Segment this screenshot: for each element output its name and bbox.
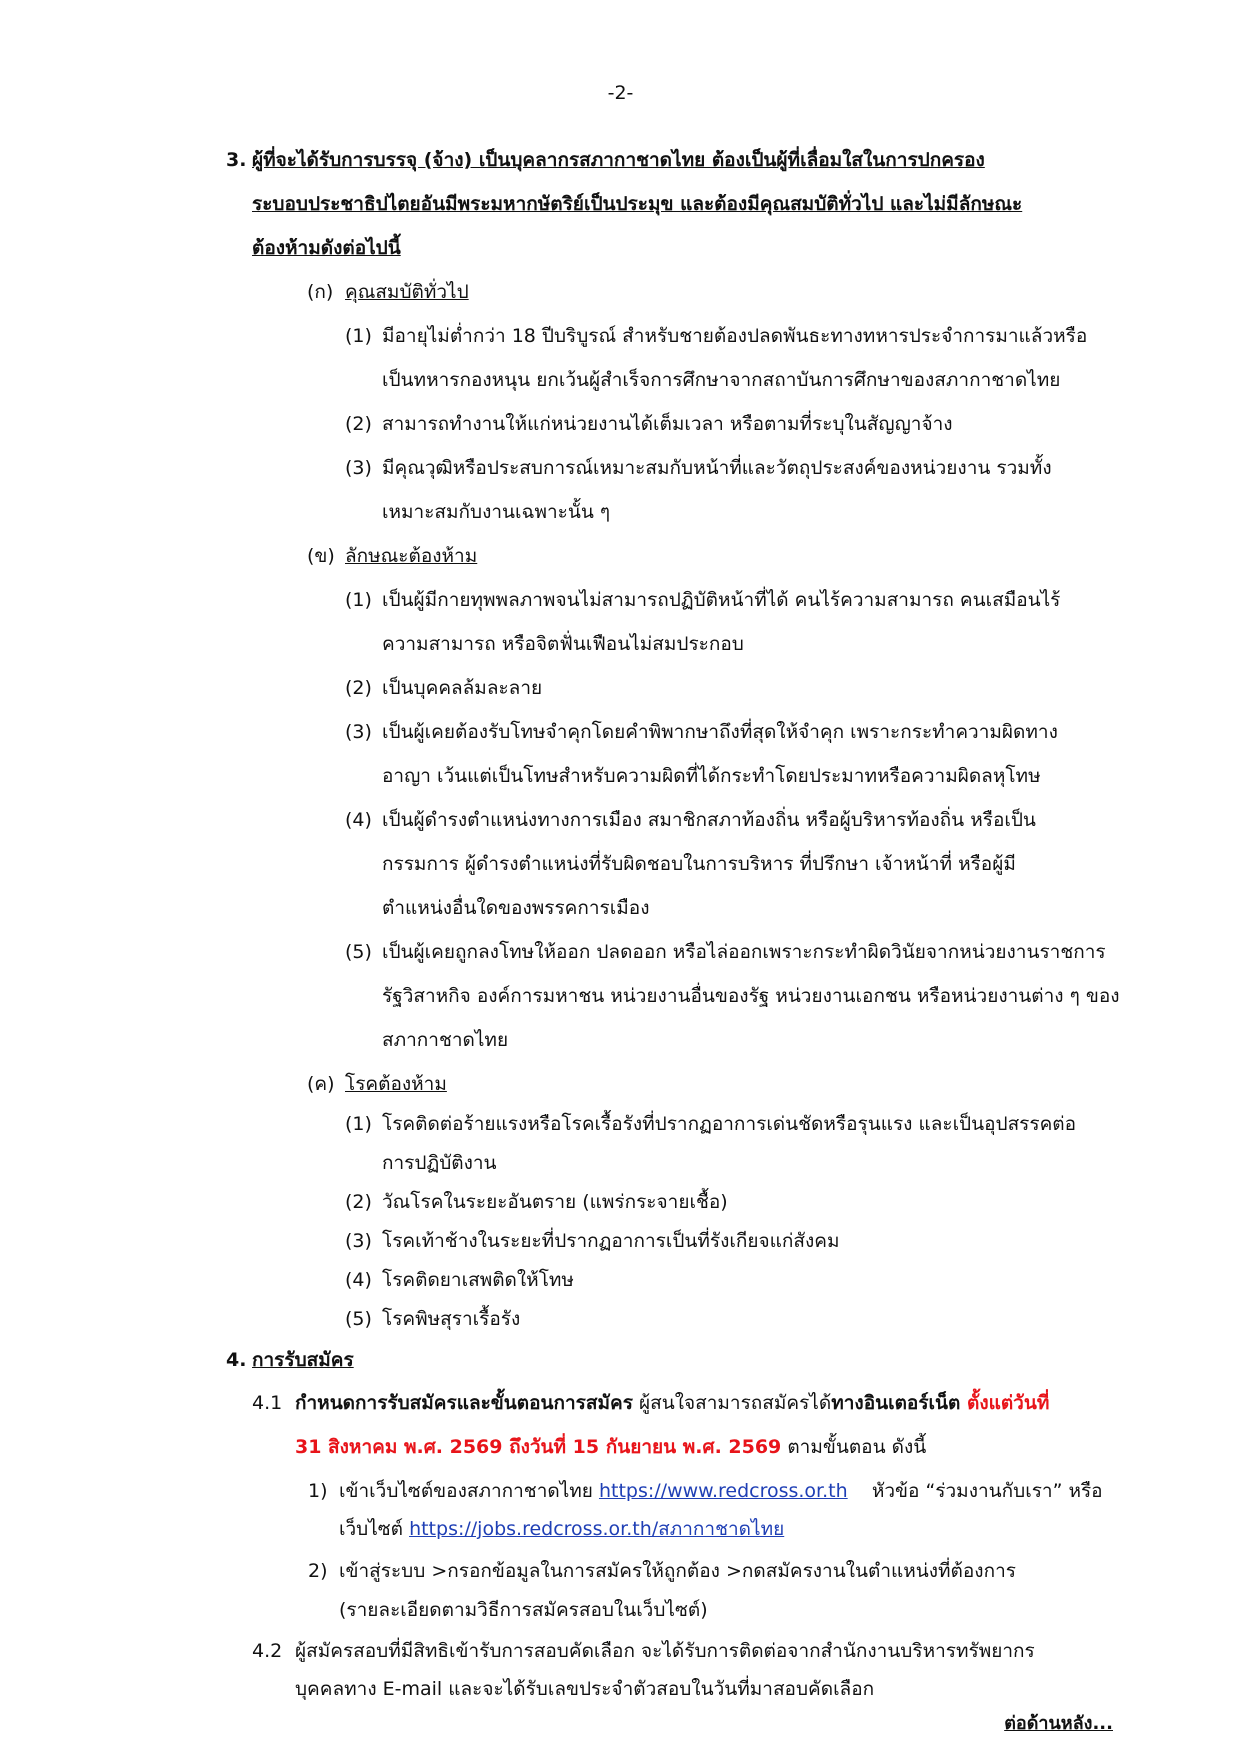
b-item-3-line-2: อาญา เว้นแต่เป็นโทษสำหรับความผิดที่ได้กระทำโดยประมาทหรือความผิดลหุโทษ	[382, 765, 1041, 787]
section3-number: 3.	[226, 149, 247, 171]
s41-line-1	[295, 1389, 1049, 1417]
subsection-b-marker: (ข)	[307, 545, 335, 567]
a-item-1-line-1: มีอายุไม่ต่ำกว่า 18 ปีบริบูรณ์ สำหรับชายต้องปลดพันธะทางทหารประจำการมาแล้วหรือ	[382, 325, 1088, 347]
b-item-1-line-1: เป็นผู้มีกายทุพพลภาพจนไม่สามารถปฏิบัติหน้าที่ได้ คนไร้ความสามารถ คนเสมือนไร้	[382, 589, 1061, 611]
c-item-1-num: (1)	[345, 1113, 372, 1135]
section4-number: 4.	[226, 1349, 247, 1371]
b-item-2-num: (2)	[345, 677, 372, 699]
s41-line-2	[295, 1433, 926, 1461]
s41-step-1-line2-pre: เว็บไซต์	[339, 1518, 410, 1540]
c-item-3-num: (3)	[345, 1230, 372, 1252]
a-item-2-num: (2)	[345, 413, 372, 435]
b-item-3-num: (3)	[345, 721, 372, 743]
subsection-c-marker: (ค)	[307, 1073, 335, 1095]
section3-heading-line-2: ระบอบประชาธิปไตยอันมีพระมหากษัตริย์เป็นประมุข และต้องมีคุณสมบัติทั่วไป และไม่มีลักษณะ	[252, 193, 1023, 215]
s41-step-1-line-1	[339, 1477, 1103, 1505]
jobs-website-link[interactable]: https://jobs.redcross.or.th/สภากาชาดไทย	[409, 1518, 785, 1540]
section3-heading-line-1: ผู้ที่จะได้รับการบรรจุ (จ้าง) เป็นบุคลากรสภากาชาดไทย ต้องเป็นผู้ที่เลื่อมใสในการปกครอง	[252, 149, 985, 171]
c-item-2-line-1: วัณโรคในระยะอันตราย (แพร่กระจายเชื้อ)	[382, 1191, 728, 1213]
c-item-1-line-2: การปฏิบัติงาน	[382, 1152, 497, 1174]
s41-text-b: ตามขั้นตอน ดังนี้	[781, 1436, 927, 1458]
a-item-2-line-1: สามารถทำงานให้แก่หน่วยงานได้เต็มเวลา หรือตามที่ระบุในสัญญาจ้าง	[382, 413, 953, 435]
b-item-3-line-1: เป็นผู้เคยต้องรับโทษจำคุกโดยคำพิพากษาถึงที่สุดให้จำคุก เพราะกระทำความผิดทาง	[382, 721, 1058, 743]
c-item-3-line-1: โรคเท้าช้างในระยะที่ปรากฏอาการเป็นที่รังเกียจแก่สังคม	[382, 1230, 840, 1252]
s41-number: 4.1	[252, 1392, 283, 1414]
s41-red-a: ตั้งแต่วันที่	[960, 1392, 1050, 1414]
b-item-5-num: (5)	[345, 941, 372, 963]
subsection-b-title: ลักษณะต้องห้าม	[345, 545, 478, 567]
section3-heading-line-3: ต้องห้ามดังต่อไปนี้	[252, 237, 401, 259]
c-item-1-line-1: โรคติดต่อร้ายแรงหรือโรคเรื้อรังที่ปรากฏอาการเด่นชัดหรือรุนแรง และเป็นอุปสรรคต่อ	[382, 1113, 1077, 1135]
s41-step-1-num: 1)	[308, 1480, 328, 1502]
s42-number: 4.2	[252, 1640, 283, 1662]
s41-text-a: ผู้สนใจสามารถสมัครได้	[632, 1392, 832, 1414]
s41-red-b: 31 สิงหาคม พ.ศ. 2569 ถึงวันที่ 15 กันยายน พ.ศ. 2569	[295, 1436, 782, 1458]
b-item-1-line-2: ความสามารถ หรือจิตฟั่นเฟือนไม่สมประกอบ	[382, 633, 744, 655]
a-item-1-num: (1)	[345, 325, 372, 347]
a-item-1-line-2: เป็นทหารกองหนุน ยกเว้นผู้สำเร็จการศึกษาจากสถาบันการศึกษาของสภากาชาดไทย	[382, 369, 1061, 391]
b-item-5-line-1: เป็นผู้เคยถูกลงโทษให้ออก ปลดออก หรือไล่ออกเพราะกระทำผิดวินัยจากหน่วยงานราชการ	[382, 941, 1106, 963]
b-item-5-line-2: รัฐวิสาหกิจ องค์การมหาชน หน่วยงานอื่นของรัฐ หน่วยงานเอกชน หรือหน่วยงานต่าง ๆ ของ	[382, 985, 1120, 1007]
subsection-a-marker: (ก)	[307, 281, 334, 303]
section4-title: การรับสมัคร	[252, 1349, 354, 1371]
b-item-4-num: (4)	[345, 809, 372, 831]
s41-step-1-pre: เข้าเว็บไซต์ของสภากาชาดไทย	[339, 1480, 599, 1502]
subsection-c-title: โรคต้องห้าม	[345, 1073, 447, 1095]
b-item-5-line-3: สภากาชาดไทย	[382, 1029, 509, 1051]
s41-step-2-num: 2)	[308, 1560, 328, 1582]
page-number: -2-	[607, 82, 634, 104]
s41-step-2-line-1: เข้าสู่ระบบ >กรอกข้อมูลในการสมัครให้ถูกต้อง >กดสมัครงานในตำแหน่งที่ต้องการ	[339, 1560, 1016, 1582]
b-item-4-line-1: เป็นผู้ดำรงตำแหน่งทางการเมือง สมาชิกสภาท้องถิ่น หรือผู้บริหารท้องถิ่น หรือเป็น	[382, 809, 1036, 831]
a-item-3-line-1: มีคุณวุฒิหรือประสบการณ์เหมาะสมกับหน้าที่และวัตถุประสงค์ของหน่วยงาน รวมทั้ง	[382, 457, 1052, 479]
subsection-a-title: คุณสมบัติทั่วไป	[345, 281, 469, 303]
s42-line-1: ผู้สมัครสอบที่มีสิทธิเข้ารับการสอบคัดเลือก จะได้รับการติดต่อจากสำนักงานบริหารทรัพยากร	[295, 1640, 1035, 1662]
c-item-4-num: (4)	[345, 1269, 372, 1291]
s41-step-2-line-2: (รายละเอียดตามวิธีการสมัครสอบในเว็บไซต์)	[339, 1599, 708, 1621]
s41-step-1-line-2	[339, 1515, 784, 1543]
b-item-4-line-2: กรรมการ ผู้ดำรงตำแหน่งที่รับผิดชอบในการบริหาร ที่ปรึกษา เจ้าหน้าที่ หรือผู้มี	[382, 853, 1016, 875]
s42-line-2: บุคคลทาง E-mail และจะได้รับเลขประจำตัวสอบในวันที่มาสอบคัดเลือก	[295, 1678, 875, 1700]
s41-bold-mid: ทางอินเตอร์เน็ต	[831, 1392, 961, 1414]
c-item-5-num: (5)	[345, 1308, 372, 1330]
b-item-1-num: (1)	[345, 589, 372, 611]
c-item-2-num: (2)	[345, 1191, 372, 1213]
b-item-2-line-1: เป็นบุคคลล้มละลาย	[382, 677, 543, 699]
redcross-website-link[interactable]: https://www.redcross.or.th	[598, 1480, 848, 1502]
a-item-3-num: (3)	[345, 457, 372, 479]
s41-bold-lead: กำหนดการรับสมัครและขั้นตอนการสมัคร	[295, 1392, 633, 1414]
s41-step-1-mid: หัวข้อ “ร่วมงานกับเรา” หรือ	[847, 1480, 1103, 1502]
c-item-4-line-1: โรคติดยาเสพติดให้โทษ	[382, 1269, 574, 1291]
continue-on-back: ต่อด้านหลัง...	[1004, 1713, 1113, 1734]
c-item-5-line-1: โรคพิษสุราเรื้อรัง	[382, 1308, 521, 1330]
a-item-3-line-2: เหมาะสมกับงานเฉพาะนั้น ๆ	[382, 501, 611, 523]
b-item-4-line-3: ตำแหน่งอื่นใดของพรรคการเมือง	[382, 897, 650, 919]
